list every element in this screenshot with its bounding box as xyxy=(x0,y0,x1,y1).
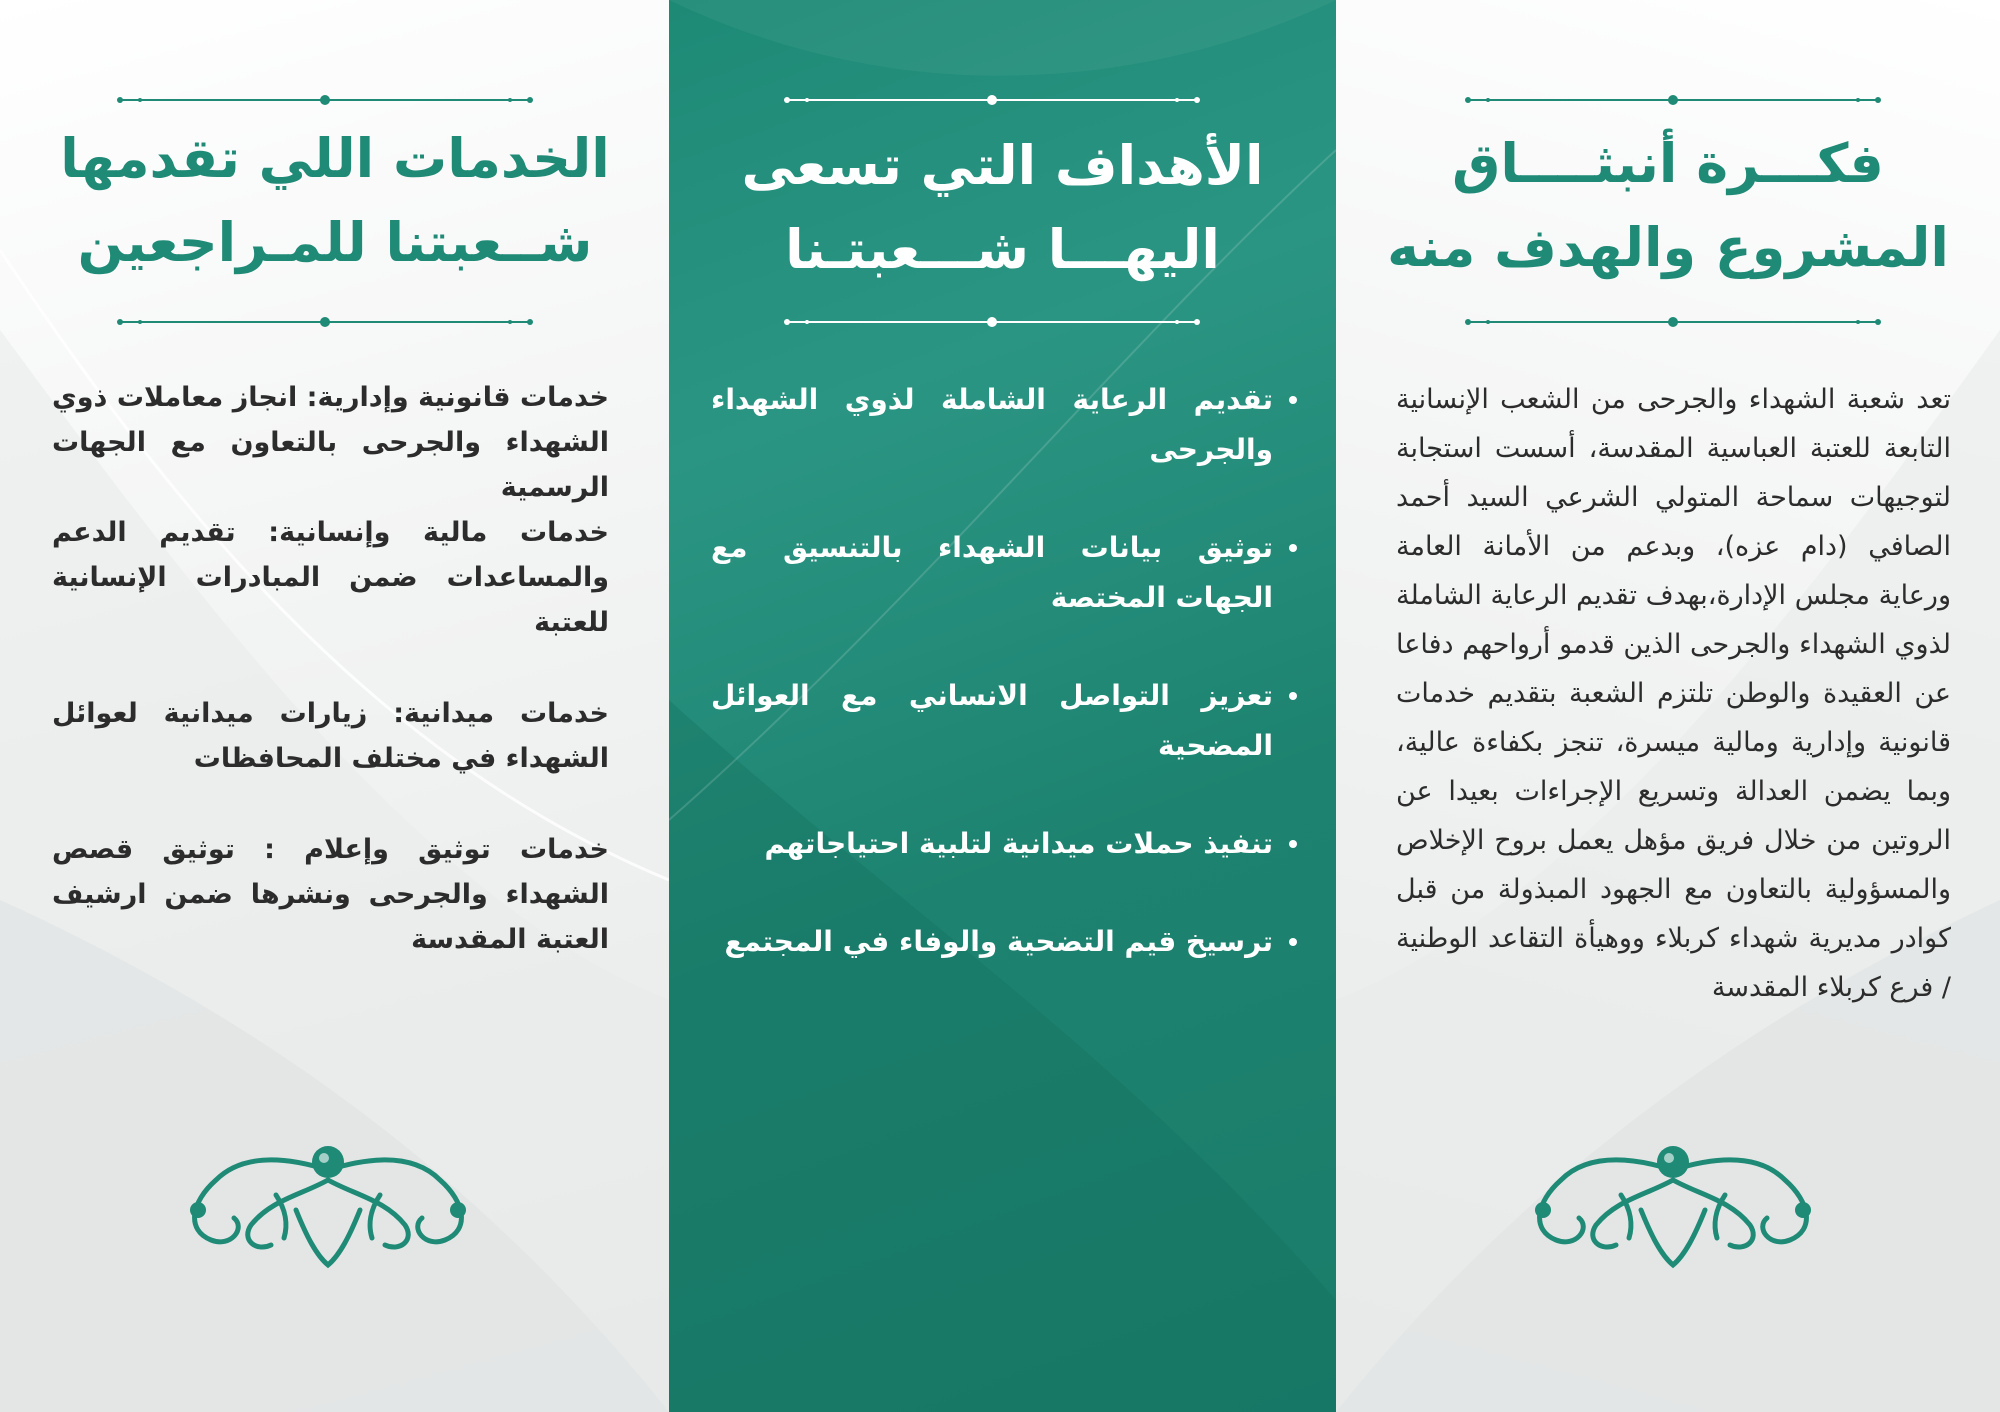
project-idea-heading-line2: المشروع والهدف منه xyxy=(1387,216,1949,279)
project-idea-heading xyxy=(1366,122,1970,290)
top-divider-icon xyxy=(110,93,540,107)
project-idea-heading-line1: فكـــرة أنبثــــاق xyxy=(1452,132,1884,195)
floral-ornament-icon xyxy=(176,1140,480,1270)
goals-heading xyxy=(699,124,1306,292)
services-heading-line1: الخدمات اللي تقدمها xyxy=(60,127,610,190)
service-item-legal: خدمات قانونية وإدارية: انجاز معاملات ذوي الشهداء والجرحى بالتعاون مع الجهات الرسمية xyxy=(52,382,609,503)
project-idea-paragraph: تعد شعبة الشهداء والجرحى من الشعب الإنسانية التابعة للعتبة العباسية المقدسة، أسست استجابة لتوجيهات سماحة المتولي الشرعي السيد أحمد الصافي (دام عزه)، وبدعم من الأمانة العامة ورعاية مجلس الإدارة،بهدف تقديم الرعاية الشاملة لذوي الشهداء والجرحى الذين قدمو أرواحهم دفاعا عن العقيدة والوطن تلتزم الشعبة بتقديم خدمات قانونية وإدارية ومالية ميسرة، تنجز بكفاءة عالية، وبما يضمن العدالة وتسريع الإجراءات بعيدا عن الروتين من خلال فريق مؤهل يعمل بروح الإخلاص والمسؤولية بالتعاون مع الجهود المبذولة من قبل كوادر مديرية شهداء كربلاء ووهيأة التقاعد الوطنية / فرع كربلاء المقدسة xyxy=(1396,384,1951,1003)
floral-ornament-icon xyxy=(1521,1140,1825,1270)
goal-item-communication: تعزيز التواصل الانساني مع العوائل المضحية xyxy=(711,671,1301,771)
service-item-documentation: خدمات توثيق وإعلام : توثيق قصص الشهداء والجرحى ونشرها ضمن ارشيف العتبة المقدسة xyxy=(52,834,609,955)
goals-heading-line2: اليهـــا شـــعبتـنا xyxy=(785,218,1220,281)
goal-item-values: ترسيخ قيم التضحية والوفاء في المجتمع xyxy=(711,917,1301,967)
services-heading xyxy=(30,117,640,285)
goals-heading-line1: الأهداف التي تسعى xyxy=(741,134,1264,197)
top-divider-icon xyxy=(1458,93,1888,107)
services-panel xyxy=(0,0,669,1412)
service-item-field: خدمات ميدانية: زيارات ميدانية لعوائل الشهداء في مختلف المحافظات xyxy=(52,698,609,774)
project-idea-panel xyxy=(1336,0,2000,1412)
bottom-divider-icon xyxy=(777,315,1207,329)
bottom-divider-icon xyxy=(1458,315,1888,329)
service-item-financial: خدمات مالية وإنسانية: تقديم الدعم والمساعدات ضمن المبادرات الإنسانية للعتبة xyxy=(52,517,609,638)
goal-item-documentation: توثيق بيانات الشهداء بالتنسيق مع الجهات المختصة xyxy=(711,523,1301,623)
services-list xyxy=(52,375,609,1008)
goals-list xyxy=(711,375,1301,1015)
goals-panel xyxy=(669,0,1336,1412)
services-heading-line2: شــعبتنا للمـراجعين xyxy=(77,211,593,274)
goal-item-care: تقديم الرعاية الشاملة لذوي الشهداء والجرحى xyxy=(711,375,1301,475)
goal-item-campaigns: تنفيذ حملات ميدانية لتلبية احتياجاتهم xyxy=(711,819,1301,869)
top-divider-icon xyxy=(777,93,1207,107)
bottom-divider-icon xyxy=(110,315,540,329)
